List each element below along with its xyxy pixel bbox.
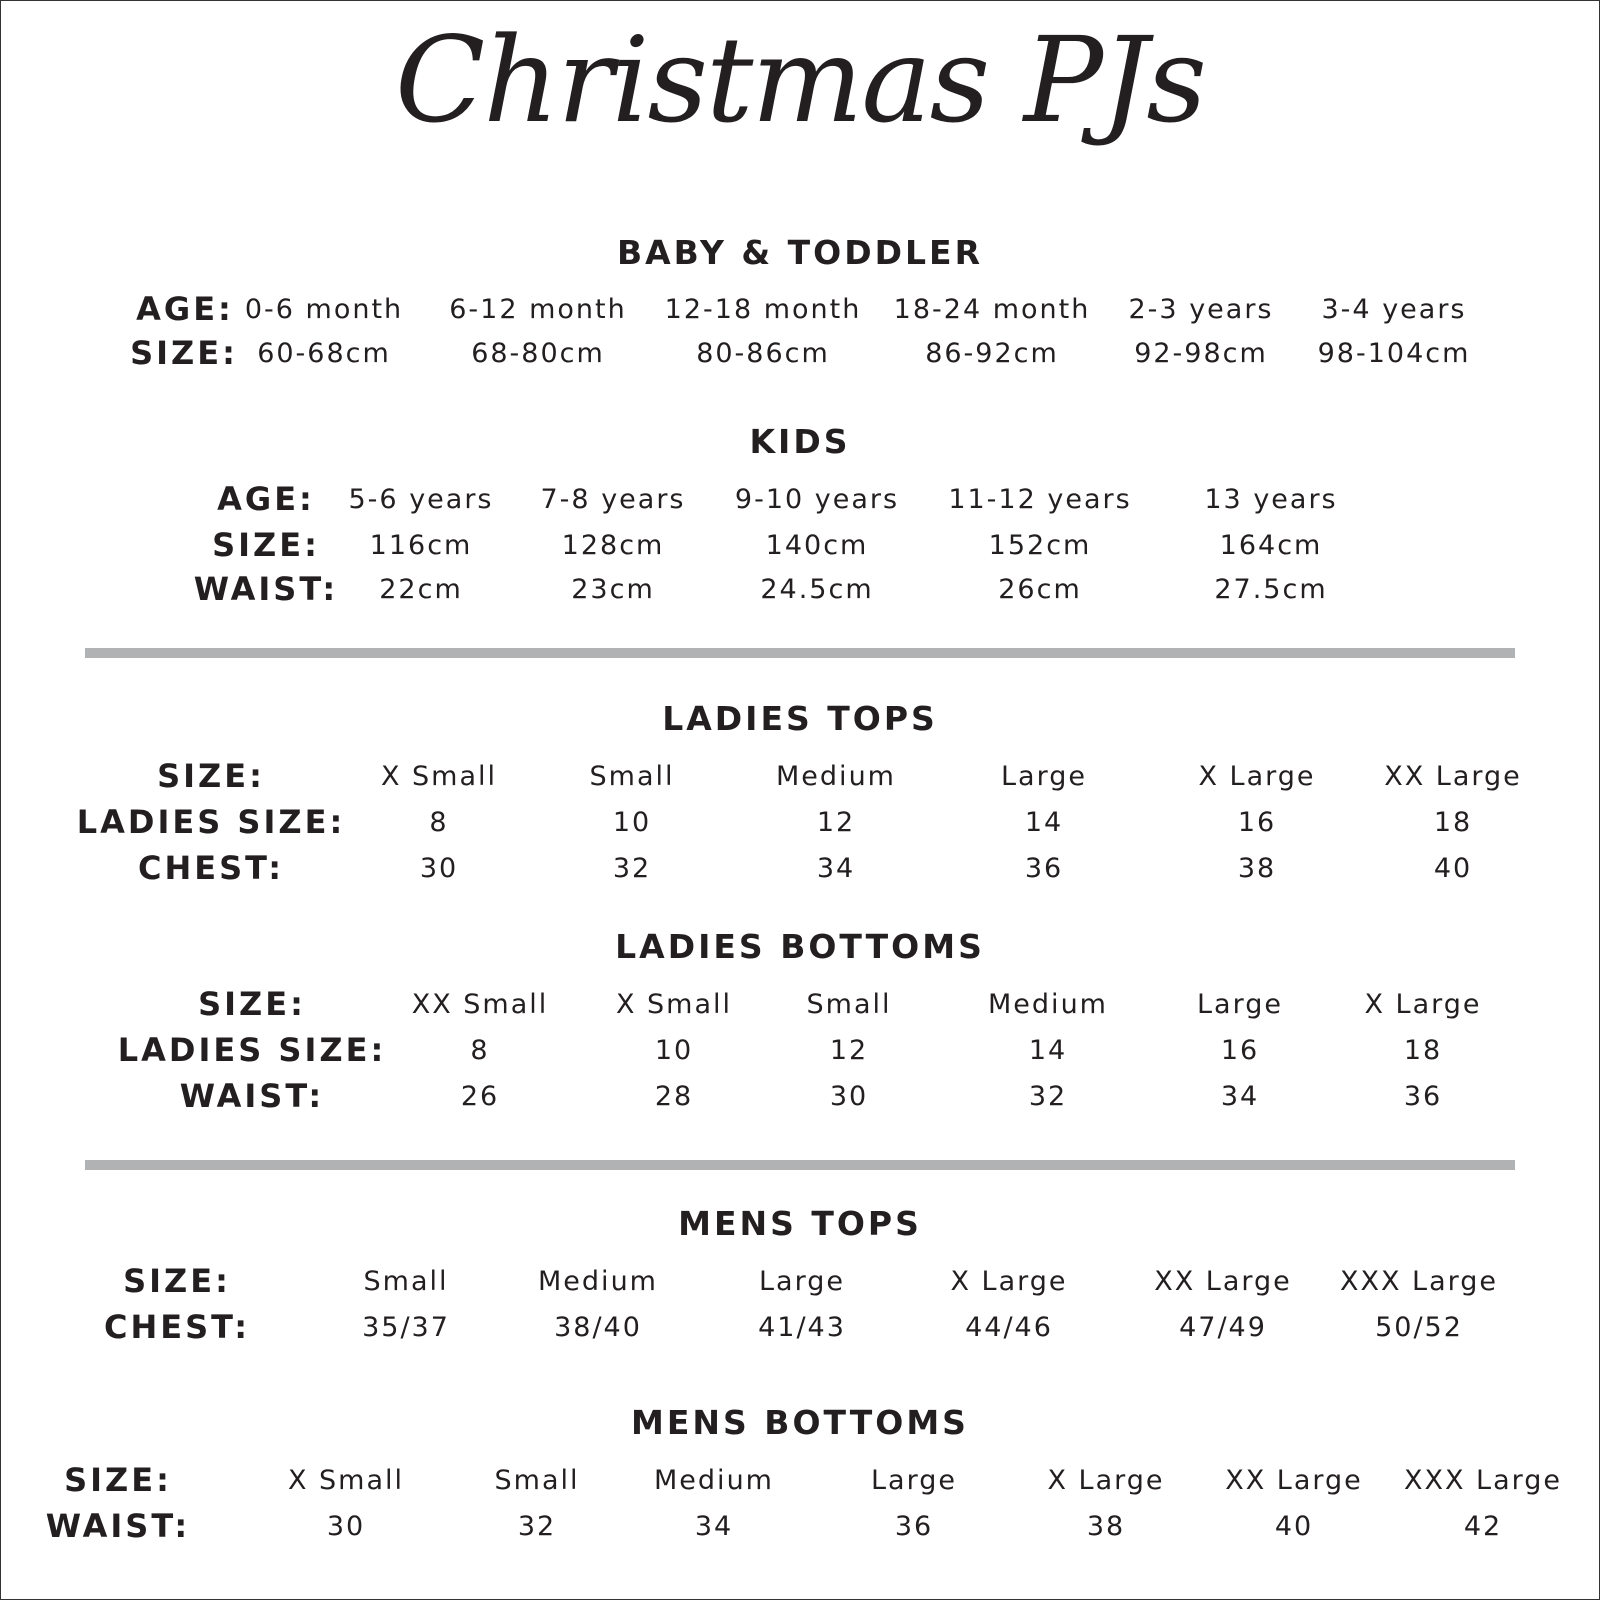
table-cell: X Small	[287, 1465, 405, 1496]
table-cell: 2-3 years	[1128, 294, 1274, 325]
section-divider	[85, 1160, 1515, 1170]
table-cell: 80-86cm	[696, 338, 830, 369]
table-cell: Small	[363, 1266, 449, 1297]
table-cell: X Large	[1198, 761, 1316, 792]
table-cell: 27.5cm	[1214, 574, 1328, 605]
row-label-age: AGE:	[217, 480, 315, 518]
table-cell: 152cm	[988, 530, 1092, 561]
table-cell: X Small	[380, 761, 498, 792]
table-cell: Large	[759, 1266, 845, 1297]
table-cell: XX Large	[1154, 1266, 1292, 1297]
table-cell: X Large	[950, 1266, 1068, 1297]
table-cell: Large	[1197, 989, 1283, 1020]
table-cell: 35/37	[362, 1312, 450, 1343]
table-cell: 42	[1463, 1511, 1503, 1542]
table-cell: XX Large	[1384, 761, 1522, 792]
table-cell: XXX Large	[1403, 1465, 1563, 1496]
table-cell: 32	[517, 1511, 557, 1542]
table-cell: 86-92cm	[925, 338, 1059, 369]
table-cell: 23cm	[571, 574, 655, 605]
table-cell: Medium	[654, 1465, 774, 1496]
table-cell: 16	[1220, 1035, 1260, 1066]
table-cell: Medium	[988, 989, 1108, 1020]
table-cell: 18	[1433, 807, 1473, 838]
row-label-ladies-size: LADIES SIZE:	[76, 803, 346, 841]
table-cell: X Large	[1364, 989, 1482, 1020]
table-cell: 28	[654, 1081, 694, 1112]
table-cell: 36	[1024, 853, 1064, 884]
table-cell: 38/40	[554, 1312, 642, 1343]
table-cell: 13 years	[1204, 484, 1338, 515]
table-cell: Medium	[776, 761, 896, 792]
table-cell: 60-68cm	[257, 338, 391, 369]
table-cell: 116cm	[369, 530, 473, 561]
row-label-size: SIZE:	[130, 334, 238, 372]
row-label-size: SIZE:	[123, 1262, 231, 1300]
table-cell: Small	[806, 989, 892, 1020]
table-cell: 24.5cm	[760, 574, 874, 605]
table-cell: XX Small	[411, 989, 549, 1020]
table-cell: 12	[829, 1035, 869, 1066]
row-label-size: SIZE:	[157, 757, 265, 795]
table-cell: Large	[871, 1465, 957, 1496]
table-cell: 40	[1433, 853, 1473, 884]
table-cell: 11-12 years	[948, 484, 1132, 515]
table-cell: 38	[1086, 1511, 1126, 1542]
table-cell: 26	[460, 1081, 500, 1112]
table-cell: XXX Large	[1339, 1266, 1499, 1297]
section-heading-mens-bottoms: MENS BOTTOMS	[631, 1403, 969, 1442]
table-cell: Small	[589, 761, 675, 792]
table-cell: 38	[1237, 853, 1277, 884]
table-cell: 14	[1028, 1035, 1068, 1066]
row-label-waist: WAIST:	[179, 1077, 325, 1115]
table-cell: 40	[1274, 1511, 1314, 1542]
table-cell: 14	[1024, 807, 1064, 838]
table-cell: Medium	[538, 1266, 658, 1297]
table-cell: X Small	[615, 989, 733, 1020]
section-heading-mens-tops: MENS TOPS	[678, 1204, 922, 1243]
row-label-waist: WAIST:	[193, 570, 339, 608]
section-heading-ladies-tops: LADIES TOPS	[662, 699, 938, 738]
row-label-size: SIZE:	[64, 1461, 172, 1499]
table-cell: 32	[1028, 1081, 1068, 1112]
table-cell: 8	[429, 807, 449, 838]
table-cell: 18	[1403, 1035, 1443, 1066]
table-cell: 12	[816, 807, 856, 838]
table-cell: 50/52	[1375, 1312, 1463, 1343]
table-cell: Large	[1001, 761, 1087, 792]
table-cell: Small	[494, 1465, 580, 1496]
table-cell: 10	[612, 807, 652, 838]
table-cell: 34	[694, 1511, 734, 1542]
row-label-size: SIZE:	[212, 526, 320, 564]
table-cell: 41/43	[758, 1312, 846, 1343]
section-heading-baby-toddler: BABY & TODDLER	[616, 233, 984, 272]
page-title: Christmas PJs	[395, 11, 1205, 149]
table-cell: 12-18 month	[664, 294, 862, 325]
table-cell: 18-24 month	[893, 294, 1091, 325]
table-cell: 7-8 years	[540, 484, 686, 515]
table-cell: 98-104cm	[1317, 338, 1471, 369]
table-cell: 30	[419, 853, 459, 884]
table-cell: 34	[1220, 1081, 1260, 1112]
row-label-age: AGE:	[136, 290, 234, 328]
table-cell: 10	[654, 1035, 694, 1066]
table-cell: 164cm	[1219, 530, 1323, 561]
section-heading-kids: KIDS	[749, 422, 851, 461]
table-cell: 22cm	[379, 574, 463, 605]
table-cell: 0-6 month	[244, 294, 404, 325]
table-cell: 9-10 years	[734, 484, 900, 515]
table-cell: 34	[816, 853, 856, 884]
table-cell: 36	[894, 1511, 934, 1542]
table-cell: 30	[326, 1511, 366, 1542]
table-cell: 32	[612, 853, 652, 884]
row-label-chest: CHEST:	[137, 849, 285, 887]
table-cell: 26cm	[998, 574, 1082, 605]
table-cell: 5-6 years	[348, 484, 494, 515]
row-label-size: SIZE:	[198, 985, 306, 1023]
row-label-ladies-size: LADIES SIZE:	[117, 1031, 387, 1069]
section-divider	[85, 648, 1515, 658]
table-cell: 8	[470, 1035, 490, 1066]
table-cell: 16	[1237, 807, 1277, 838]
table-cell: 6-12 month	[449, 294, 627, 325]
table-cell: 3-4 years	[1321, 294, 1467, 325]
table-cell: XX Large	[1225, 1465, 1363, 1496]
table-cell: 30	[829, 1081, 869, 1112]
row-label-chest: CHEST:	[103, 1308, 251, 1346]
row-label-waist: WAIST:	[45, 1507, 191, 1545]
table-cell: 47/49	[1179, 1312, 1267, 1343]
table-cell: 128cm	[561, 530, 665, 561]
section-heading-ladies-bottoms: LADIES BOTTOMS	[615, 927, 985, 966]
table-cell: 44/46	[965, 1312, 1053, 1343]
table-cell: 68-80cm	[471, 338, 605, 369]
table-cell: X Large	[1047, 1465, 1165, 1496]
table-cell: 140cm	[765, 530, 869, 561]
table-cell: 36	[1403, 1081, 1443, 1112]
table-cell: 92-98cm	[1134, 338, 1268, 369]
